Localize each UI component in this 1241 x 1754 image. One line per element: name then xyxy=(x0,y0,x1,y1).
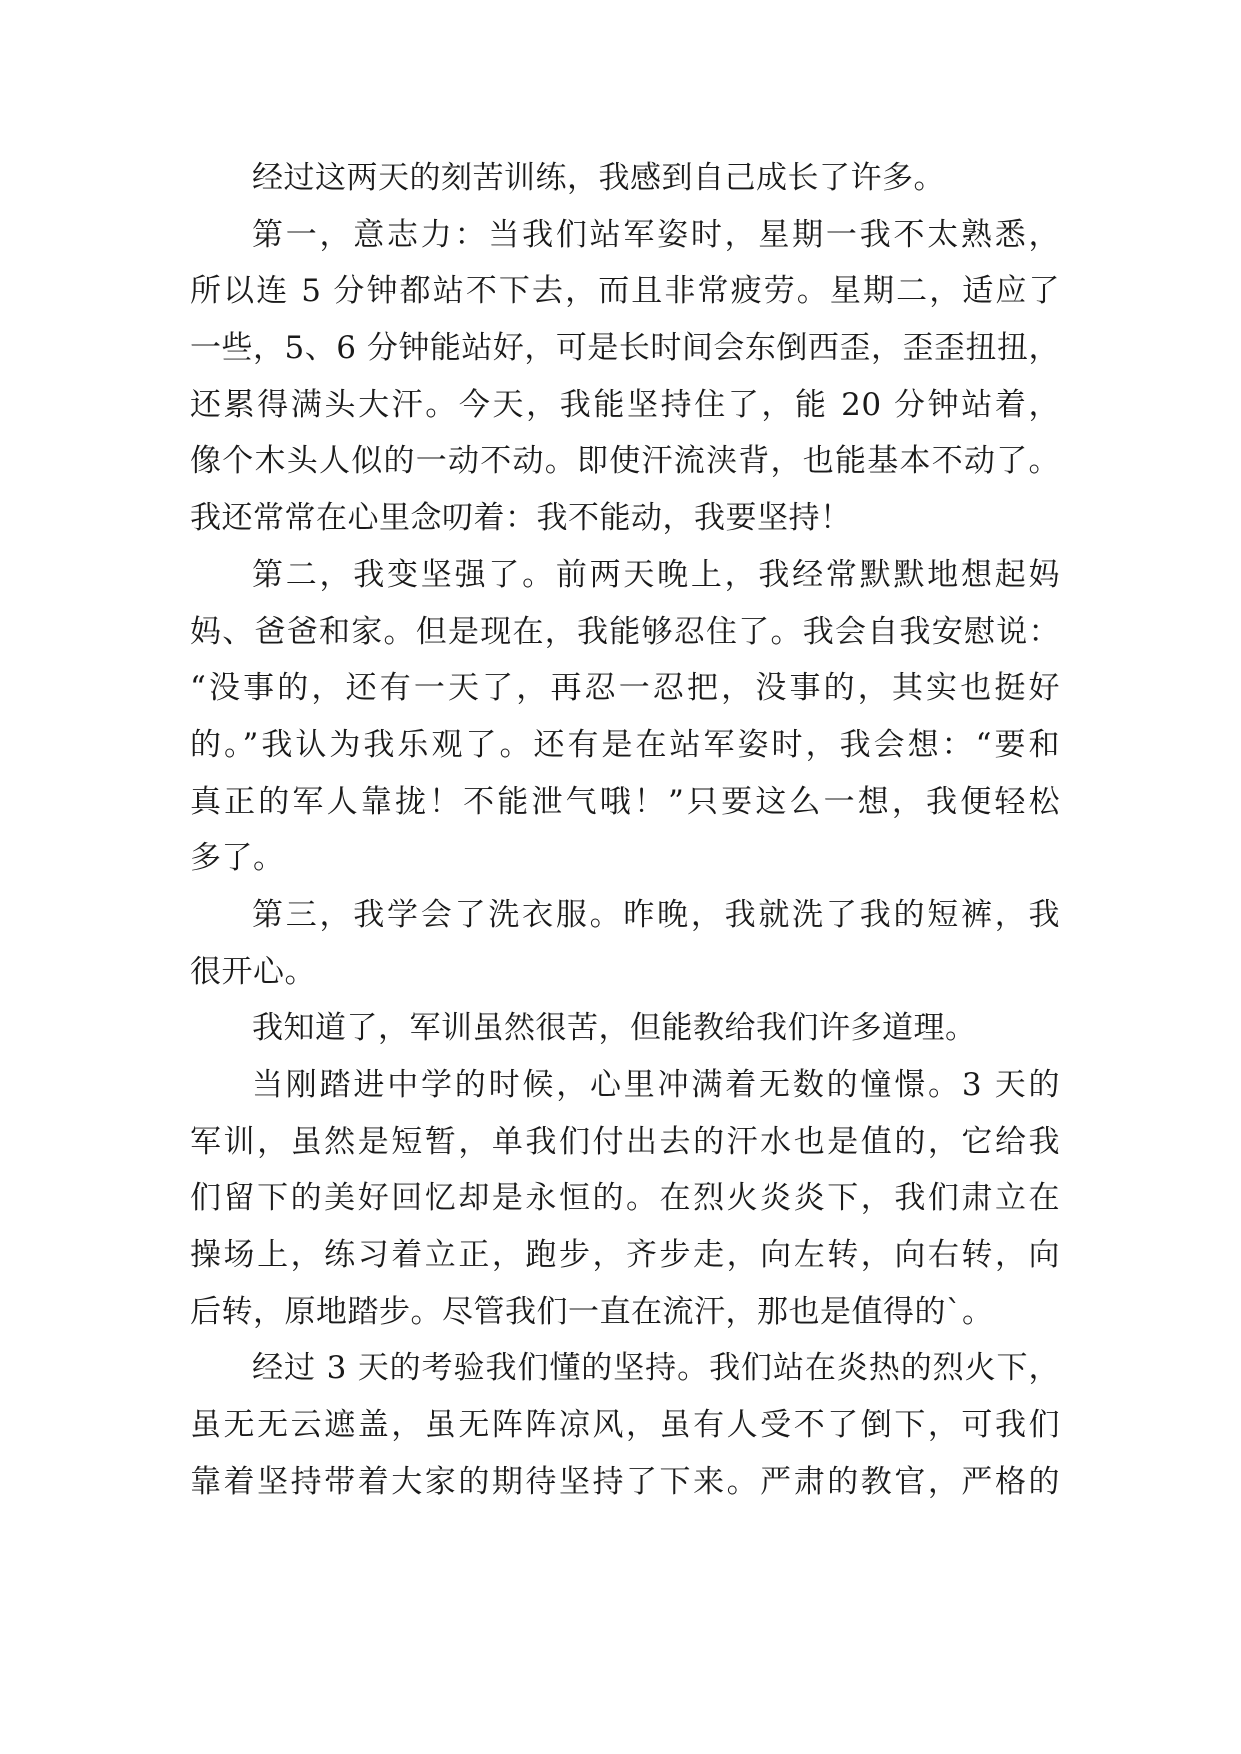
text-line: 很开心。 xyxy=(190,953,316,990)
text-line: 第三，我学会了洗衣服。昨晚，我就洗了我的短裤，我 xyxy=(252,896,1060,933)
text-line: 我知道了，军训虽然很苦，但能教给我们许多道理。 xyxy=(252,1010,977,1047)
essay-body xyxy=(190,150,1060,1511)
text-line: 们留下的美好回忆却是永恒的。在烈火炎炎下，我们肃立在 xyxy=(190,1180,1060,1217)
text-line: 妈、爸爸和家。但是现在，我能够忍住了。我会自我安慰说： xyxy=(190,613,1060,650)
text-line: 靠着坚持带着大家的期待坚持了下来。严肃的教官，严格的 xyxy=(190,1463,1060,1500)
text-line: 虽无无云遮盖，虽无阵阵凉风，虽有人受不了倒下，可我们 xyxy=(190,1407,1060,1444)
text-line: 的。”我认为我乐观了。还有是在站军姿时，我会想：“要和 xyxy=(190,726,1060,763)
text-line: 还累得满头大汗。今天，我能坚持住了，能 20 分钟站着， xyxy=(190,386,1060,423)
text-line: 经过 3 天的考验我们懂的坚持。我们站在炎热的烈火下， xyxy=(252,1350,1060,1387)
text-line: 经过这两天的刻苦训练，我感到自己成长了许多。 xyxy=(252,160,945,196)
text-line: 所以连 5 分钟都站不下去，而且非常疲劳。星期二，适应了 xyxy=(190,273,1060,310)
text-line: 第一，意志力：当我们站军姿时，星期一我不太熟悉， xyxy=(252,216,1060,253)
text-line: 后转，原地踏步。尽管我们一直在流汗，那也是值得的`。 xyxy=(190,1293,994,1330)
text-line: “没事的，还有一天了，再忍一忍把，没事的，其实也挺好 xyxy=(190,670,1060,707)
text-line: 我还常常在心里念叨着：我不能动，我要坚持！ xyxy=(190,500,852,537)
text-line: 真正的军人靠拢！不能泄气哦！”只要这么一想，我便轻松 xyxy=(190,783,1060,820)
text-line: 操场上，练习着立正，跑步，齐步走，向左转，向右转，向 xyxy=(190,1237,1060,1274)
text-line: 第二，我变坚强了。前两天晚上，我经常默默地想起妈 xyxy=(252,556,1060,593)
text-line: 当刚踏进中学的时候，心里冲满着无数的憧憬。3 天的 xyxy=(252,1067,1060,1103)
text-line: 像个木头人似的一动不动。即使汗流浃背，也能基本不动了。 xyxy=(190,443,1060,480)
text-line: 军训，虽然是短暂，单我们付出去的汗水也是值的，它给我 xyxy=(190,1123,1060,1160)
text-line: 一些，5、6 分钟能站好，可是长时间会东倒西歪，歪歪扭扭， xyxy=(190,330,1060,367)
text-line: 多了。 xyxy=(190,840,285,877)
